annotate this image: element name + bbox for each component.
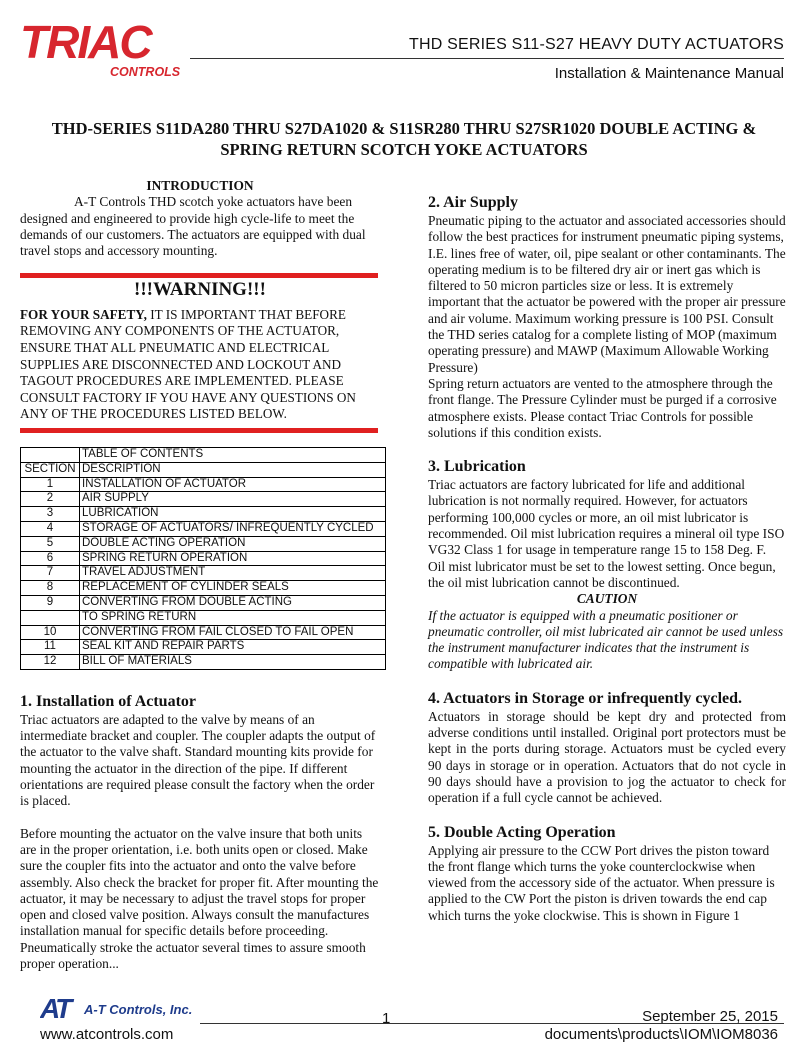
footer-document-path: documents\products\IOM\IOM8036 (544, 1026, 778, 1043)
header-divider (190, 58, 784, 59)
triac-controls-logo (18, 16, 190, 82)
toc-row-num: 11 (21, 640, 80, 655)
toc-row (21, 625, 386, 640)
header-title: THD SERIES S11-S27 HEAVY DUTY ACTUATORS (408, 36, 784, 53)
logo-wordmark: TRIAC (20, 16, 151, 68)
section-1-paragraph-2: Before mounting the actuator on the valve insure that both units are in the proper orientation, i.e. both units open or closed. Make sure the coupler fits into the actuator and onto the valve before assembly. Also check the bracket for proper fit. After mounting the actuator, it may be necessary to adjust the travel stops for proper open and closed valve position. Always consult the manufactures installation manual for specific details before proceeding. Pneumatically stroke the actuator several times to assure smooth proper operation... (20, 825, 379, 972)
introduction-body: A-T Controls THD scotch yoke actuators have been designed and engineered to provide high cycle-life to meet the demands of our customers. The actuators are equipped with dual travel stops and accessory mounting. (20, 194, 366, 259)
logo-subtext: CONTROLS (110, 65, 181, 79)
footer-website-link[interactable]: www.atcontrols.com (40, 1026, 174, 1043)
introduction-heading: INTRODUCTION (146, 178, 254, 193)
toc-row (21, 566, 386, 581)
footer-divider (200, 1023, 784, 1024)
toc-row (21, 610, 386, 625)
toc-row-desc: BILL OF MATERIALS (80, 655, 386, 670)
toc-row-desc: DOUBLE ACTING OPERATION (80, 536, 386, 551)
toc-row-num: 3 (21, 507, 80, 522)
toc-row-num: 5 (21, 536, 80, 551)
section-2-body: Pneumatic piping to the actuator and associated accessories should follow the best practices for instrument pneumatic piping systems, I.E. lines free of water, oil, pipe sealant or other contaminants. The operating medium is to be filtered dry air or inert gas which is filtered to 50 micron particles size or less. It is extremely important that the actuator be powered with the proper air pressure and air volume. Maximum working pressure is 100 PSI. Consult the THD series catalog for a complete listing of MOP (maximum operating pressure) and MAWP (Maximum Allowable Working Pressure) (428, 213, 786, 375)
caution-body: If the actuator is equipped with a pneumatic positioner or pneumatic controller, oil mist lubricated air cannot be used unless the instrument manufacturer indicates that the instrument is compatible with lubricated air. (428, 607, 784, 672)
toc-row (21, 595, 386, 610)
right-column (428, 193, 786, 924)
caution-title: CAUTION (576, 591, 638, 607)
warning-text: IT IS IMPORTANT THAT BEFORE REMOVING ANY COMPONENTS OF THE ACTUATOR, ENSURE THAT ALL PNEUMATIC AND ELECTRICAL SUPPLIES ARE DISCONNECTED AND LOCKOUT AND TAGOUT PROCEDURES ARE IMPLEMENTED. PLEASE CONSULT FACTORY IF YOU HAVE ANY QUESTIONS ON ANY OF THE PROCEDURES LISTED BELOW. (20, 306, 356, 422)
toc-row-num: 4 (21, 521, 80, 536)
section-1-paragraph-1: Triac actuators are adapted to the valve by means of an intermediate bracket and coupler. The coupler adapts the output of the actuator to the valve shaft. Standard mounting kits provide for mounting the actuator in the direction of the pipe. If different orientations are required please consult the factory when the order is placed. (20, 711, 376, 809)
warning-bar-top (20, 273, 378, 278)
warning-lead: FOR YOUR SAFETY, (20, 306, 147, 322)
toc-row (21, 492, 386, 507)
toc-row-desc: CONVERTING FROM DOUBLE ACTING (80, 595, 386, 610)
toc-row-desc: CONVERTING FROM FAIL CLOSED TO FAIL OPEN (80, 625, 386, 640)
warning-body (20, 307, 380, 423)
toc-row-desc: SEAL KIT AND REPAIR PARTS (80, 640, 386, 655)
section-3-heading: 3. Lubrication (428, 458, 526, 476)
toc-row-num: 1 (21, 477, 80, 492)
toc-title-row (21, 447, 386, 462)
toc-title-spacer (21, 447, 80, 462)
footer-date: September 25, 2015 (642, 1008, 778, 1025)
toc-row-num: 12 (21, 655, 80, 670)
toc-title: TABLE OF CONTENTS (80, 447, 386, 462)
section-3-body: Triac actuators are factory lubricated for life and additional lubrication is not normally required. However, for actuators performing 100,000 cycles or more, an oil mist lubricator is recommended. Oil mist lubrication requires a mineral oil type ISO VG32 Class 1 for usage in temperature range 15 to 158 Deg. F. Oil mist lubricator must be set to the lowest setting. Once begun, the oil mist lubrication cannot be discontinued. (428, 477, 785, 590)
section-4-heading: 4. Actuators in Storage or infrequently cycled. (428, 689, 743, 707)
page-number: 1 (382, 1010, 391, 1027)
document-title-line-2: SPRING RETURN SCOTCH YOKE ACTUATORS (220, 140, 588, 159)
toc-row-desc: STORAGE OF ACTUATORS/ INFREQUENTLY CYCLED (80, 521, 386, 536)
left-column (20, 178, 380, 972)
toc-row (21, 655, 386, 670)
at-logo-text: A-T Controls, Inc. (84, 1002, 193, 1017)
section-1-heading: 1. Installation of Actuator (20, 692, 196, 710)
toc-row-desc: SPRING RETURN OPERATION (80, 551, 386, 566)
toc-row (21, 507, 386, 522)
document-title-line-1: THD-SERIES S11DA280 THRU S27DA1020 & S11SR280 THRU S27SR1020 DOUBLE ACTING & (51, 119, 757, 138)
document-title (30, 118, 778, 160)
at-logo-mark: AT (40, 994, 70, 1022)
toc-row-desc: INSTALLATION OF ACTUATOR (80, 477, 386, 492)
warning-bar-bottom (20, 428, 378, 433)
toc-row-desc: TO SPRING RETURN (80, 610, 386, 625)
toc-row-num (21, 610, 80, 625)
toc-row-desc: AIR SUPPLY (80, 492, 386, 507)
toc-row (21, 640, 386, 655)
section-5-heading: 5. Double Acting Operation (428, 823, 616, 841)
section-5-body: Applying air pressure to the CCW Port drives the piston toward the front flange which turns the yoke counterclockwise when viewed from the accessory side of the actuator. When pressure is applied to the CW Port the piston is driven towards the end cap which turns the yoke clockwise. This is shown in Figure 1 (428, 842, 775, 923)
toc-row (21, 477, 386, 492)
section-2-heading: 2. Air Supply (428, 194, 518, 211)
toc-row-num: 2 (21, 492, 80, 507)
at-controls-logo (40, 994, 200, 1022)
toc-row-num: 8 (21, 581, 80, 596)
toc-row-num: 10 (21, 625, 80, 640)
header-subtitle: Installation & Maintenance Manual (554, 65, 784, 82)
toc-row (21, 551, 386, 566)
section-4-body: Actuators in storage should be kept dry and protected from adverse conditions until installed. Original port protectors must be kept in the ports during storage. Actuators must be cycled every 90 days in storage or in operation. Actuators that do not cycle in 90 days should have a provision to jog the actuator to check for operation if a full cycle cannot be achieved. (428, 708, 786, 806)
section-2-body-2: Spring return actuators are vented to the atmosphere through the front flange. The Pressure Cylinder must be purged if a corrosive atmosphere exists. Please contact Triac Controls for possible solutions if this condition exists. (428, 375, 777, 440)
toc-row-num: 9 (21, 595, 80, 610)
toc-row-desc: LUBRICATION (80, 507, 386, 522)
toc-col-description: DESCRIPTION (80, 462, 386, 477)
toc-row-num: 7 (21, 566, 80, 581)
toc-col-section: SECTION (21, 462, 80, 477)
table-of-contents (20, 447, 386, 670)
toc-row-desc: TRAVEL ADJUSTMENT (80, 566, 386, 581)
toc-row (21, 581, 386, 596)
warning-title: !!!WARNING!!! (134, 279, 266, 301)
toc-row-desc: REPLACEMENT OF CYLINDER SEALS (80, 581, 386, 596)
toc-row (21, 536, 386, 551)
toc-header-row (21, 462, 386, 477)
toc-row-num: 6 (21, 551, 80, 566)
toc-row (21, 521, 386, 536)
